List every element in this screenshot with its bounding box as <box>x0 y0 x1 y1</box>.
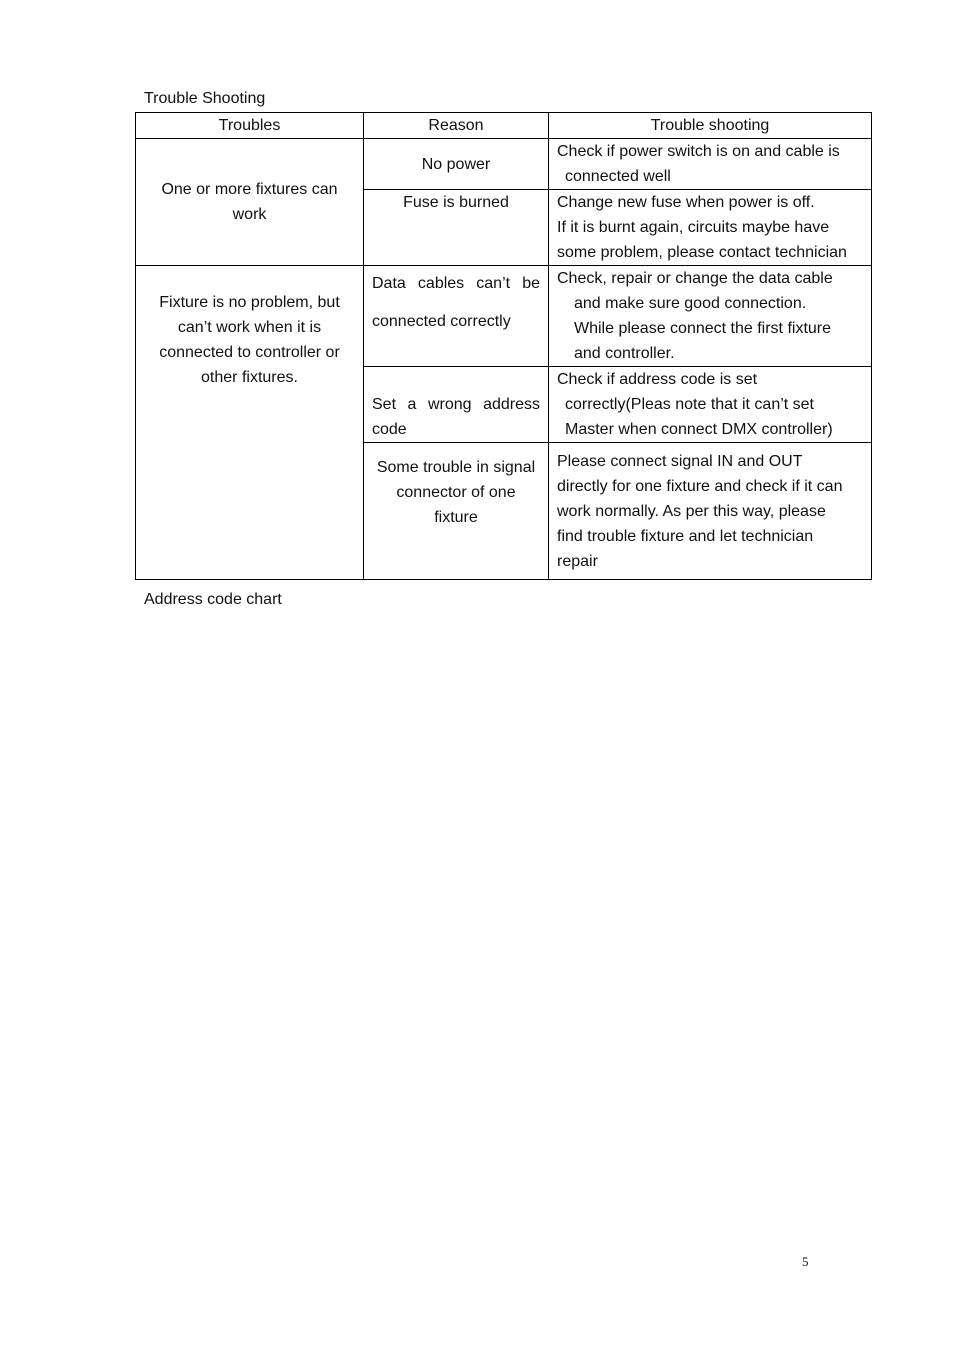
column-header-troubles: Troubles <box>136 113 364 139</box>
reason-text-line: Fuse is burned <box>403 194 509 211</box>
solution-cell <box>549 367 872 443</box>
trouble-text-line: One or more fixtures can <box>161 181 338 198</box>
solution-text-line: If it is burnt again, circuits maybe have <box>557 219 830 236</box>
solution-text-line: directly for one fixture and check if it can <box>557 477 843 495</box>
column-header-reason: Reason <box>364 113 549 139</box>
solution-text-line: some problem, please contact technician <box>557 244 847 261</box>
solution-text-line: and controller. <box>574 345 675 362</box>
reason-text-line: Set a wrong address <box>372 396 540 413</box>
table-header-row <box>136 113 872 139</box>
trouble-text-line: can’t work when it is <box>177 319 322 336</box>
section-title-trouble-shooting: Trouble Shooting <box>144 90 266 107</box>
solution-text-line: While please connect the first fixture <box>574 320 832 337</box>
solution-cell <box>549 190 872 266</box>
solution-text-line: Master when connect DMX controller) <box>565 421 833 438</box>
trouble-text-line: connected to controller or <box>159 344 340 361</box>
reason-text-line: connected correctly <box>372 313 511 330</box>
reason-text-line: fixture <box>434 509 478 526</box>
trouble-cell <box>136 266 364 580</box>
solution-text-line: connected well <box>565 168 671 185</box>
solution-text-line: find trouble fixture and let technician <box>557 527 814 545</box>
reason-text-line: Some trouble in signal <box>376 459 536 476</box>
solution-text-line: work normally. As per this way, please <box>557 502 826 520</box>
solution-text-line: Check if address code is set <box>557 371 758 388</box>
reason-cell <box>364 190 549 266</box>
solution-text-line: correctly(Pleas note that it can’t set <box>565 396 814 413</box>
solution-text-line: Please connect signal IN and OUT <box>557 452 803 470</box>
reason-text-line: Data cables can’t be <box>372 275 540 292</box>
reason-cell <box>364 139 549 190</box>
section-title-address-code-chart: Address code chart <box>144 591 282 608</box>
solution-cell <box>549 443 872 580</box>
trouble-text-line: Fixture is no problem, but <box>159 294 340 311</box>
reason-text-line: No power <box>421 155 491 173</box>
solution-text-line: Change new fuse when power is off. <box>557 194 815 211</box>
trouble-cell <box>136 139 364 266</box>
trouble-text-line: other fixtures. <box>201 369 298 386</box>
trouble-text-line: work <box>232 206 267 223</box>
reason-text-line: code <box>372 421 407 438</box>
solution-cell <box>549 266 872 367</box>
column-header-trouble-shooting: Trouble shooting <box>549 113 872 139</box>
solution-text-line: and make sure good connection. <box>574 295 807 312</box>
reason-cell <box>364 266 549 367</box>
page-number: 5 <box>802 1254 809 1269</box>
reason-cell <box>364 367 549 443</box>
reason-text-line: connector of one <box>396 484 516 501</box>
solution-text-line: Check, repair or change the data cable <box>557 270 833 287</box>
table-row <box>136 139 872 190</box>
solution-text-line: Check if power switch is on and cable is <box>557 143 840 160</box>
table-row <box>136 266 872 367</box>
solution-cell <box>549 139 872 190</box>
reason-cell <box>364 443 549 580</box>
trouble-shooting-table <box>135 112 872 580</box>
solution-text-line: repair <box>557 552 598 570</box>
